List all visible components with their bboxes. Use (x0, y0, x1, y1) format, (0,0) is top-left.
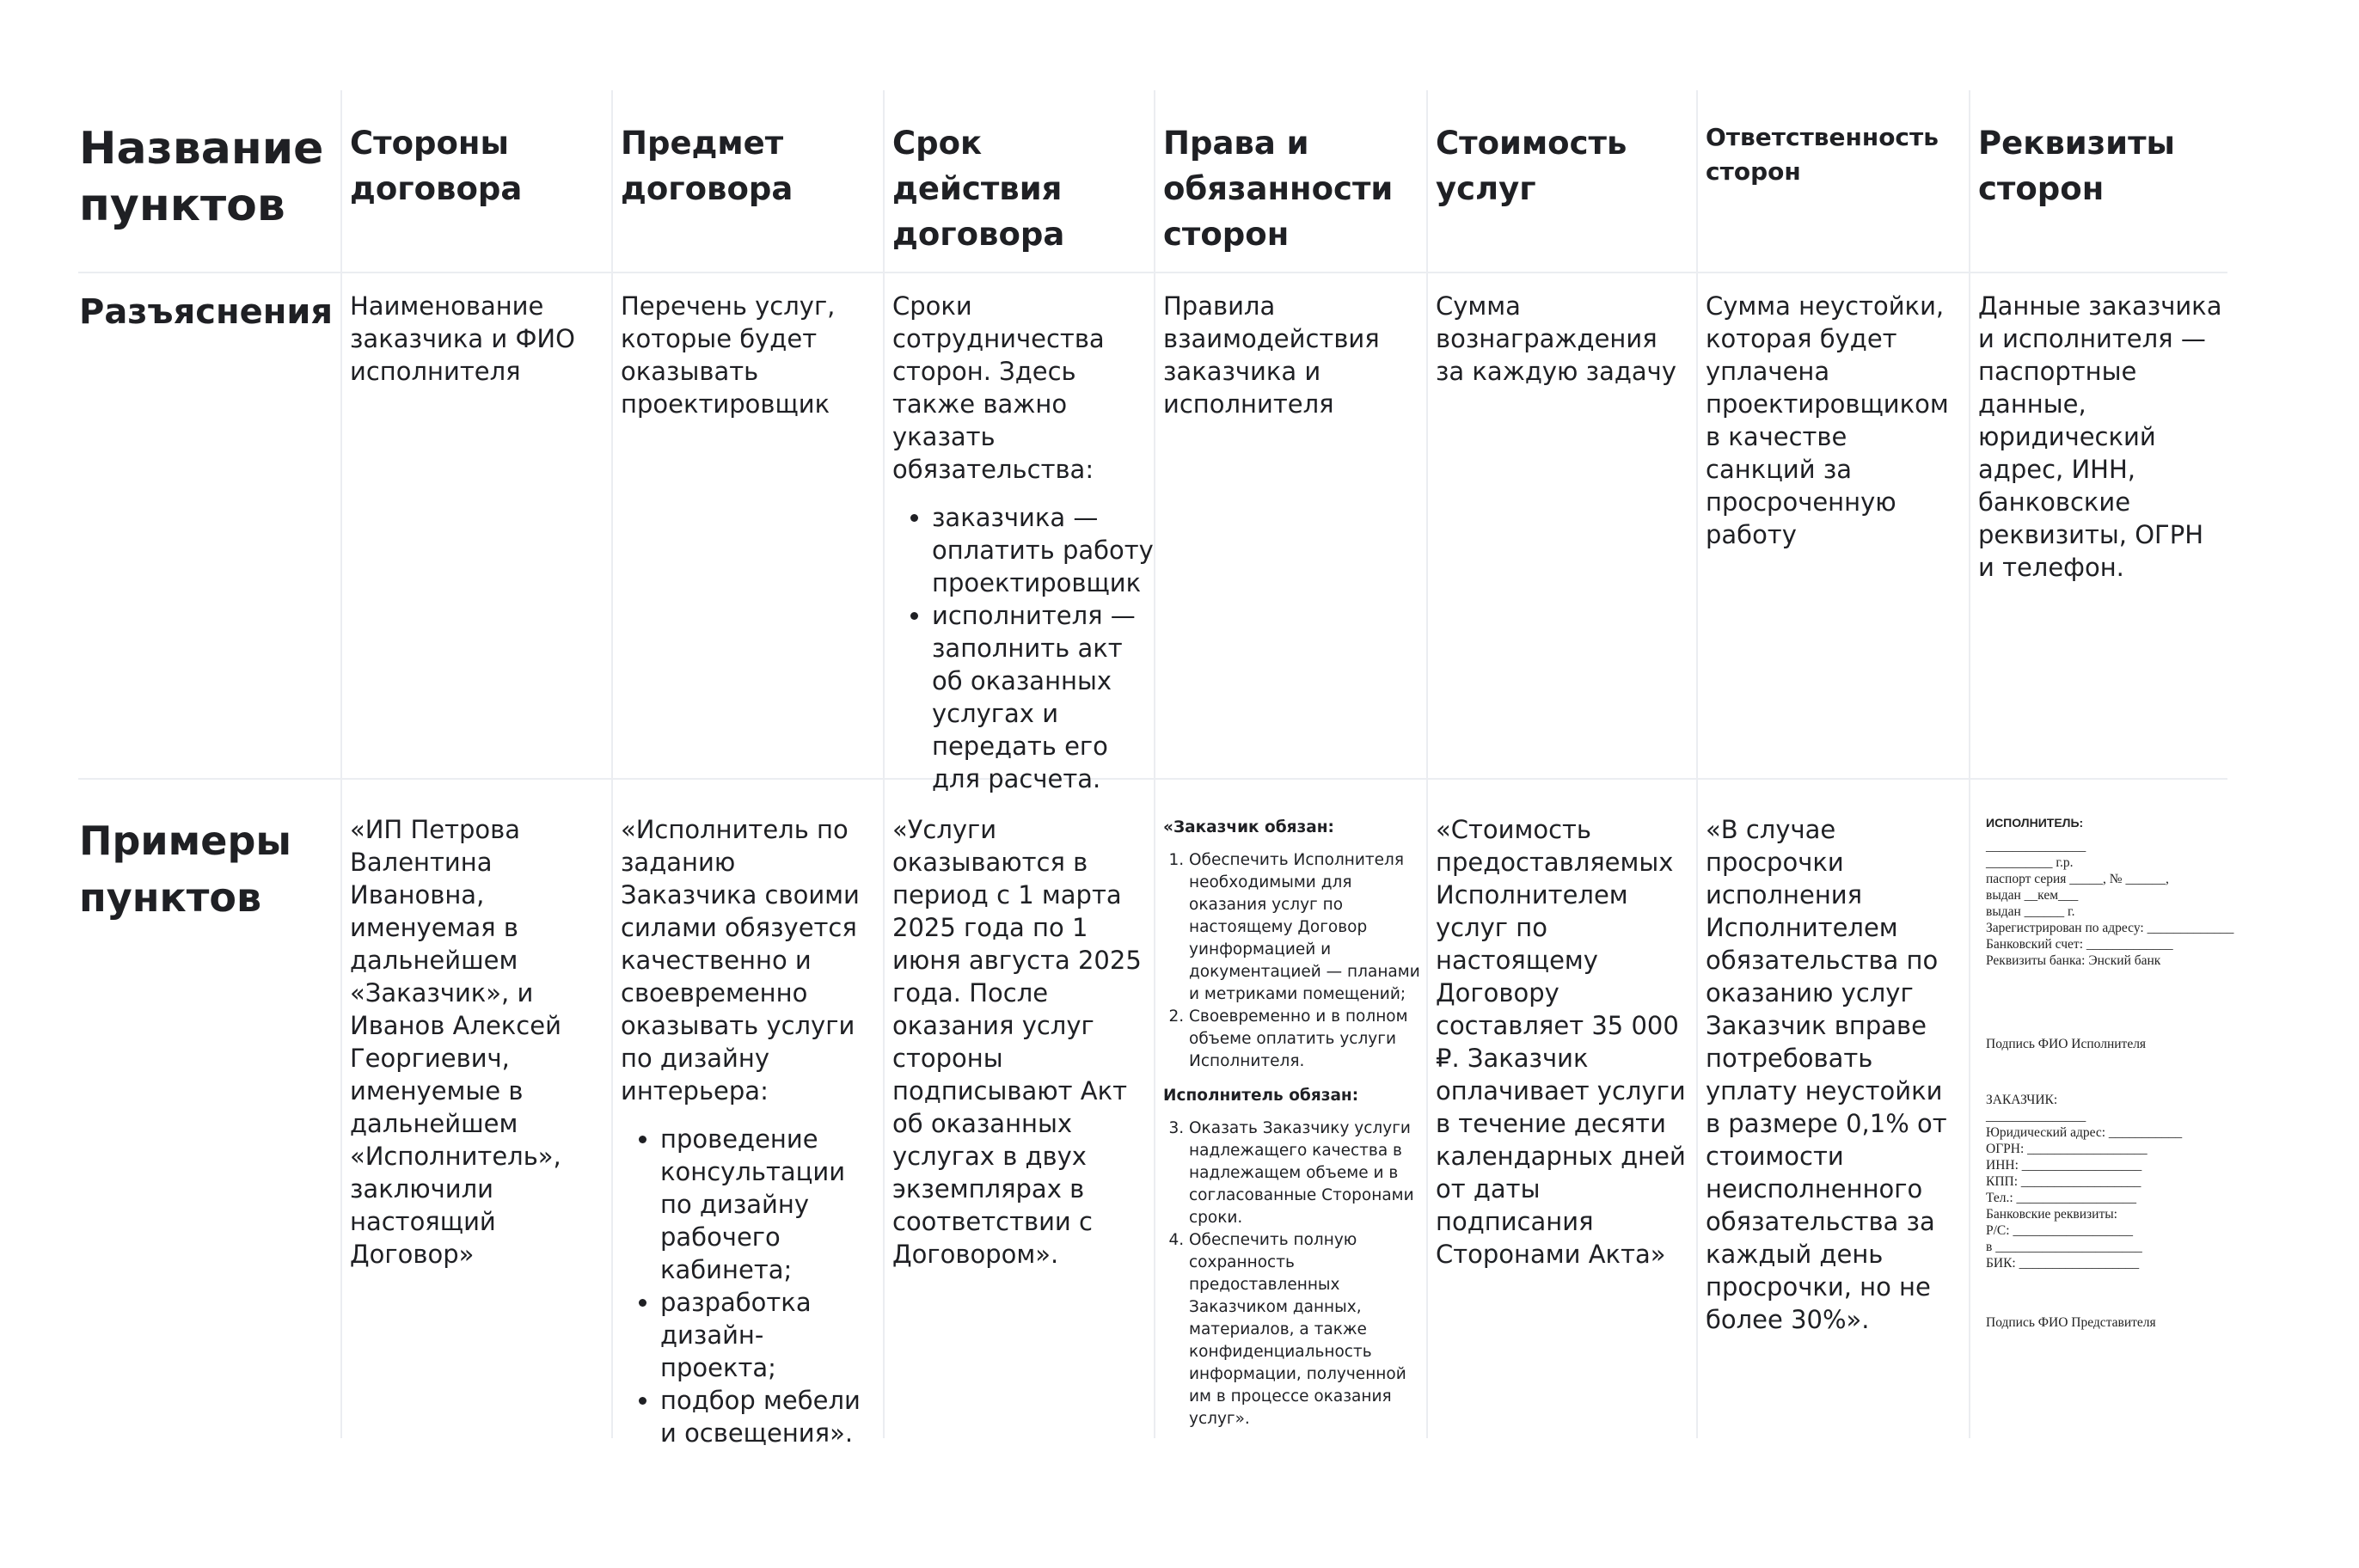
form-line: БИК: __________________ (1986, 1256, 2140, 1271)
header-parties: Стороны договора (350, 125, 523, 207)
list-item: 2. Своевременно и в полном объеме оплатить услуги Исполнителя. (1189, 1006, 1421, 1073)
row-title-examples: Примеры пунктов (79, 818, 291, 921)
list-item: • проведение консультации по дизайну рабочего кабинета; (660, 1123, 870, 1286)
explanation-term (884, 290, 1155, 795)
form-line: Реквизиты банка: Энский банк (1986, 953, 2161, 968)
form-line: Банковский счет: _____________ (1986, 937, 2173, 952)
header-cost: Стоимость услуг (1436, 125, 1627, 207)
header-label: Название пунктов (79, 123, 324, 231)
example-parties: «ИП Петрова Валентина Ивановна, именуемая в дальнейшем «Заказчик», и Иванов Алексей Георгиевич, именуемые в дальнейшем «Исполнитель», заключили настоящий Договор» (350, 815, 561, 1269)
list-item: • подбор мебели и освещения». (660, 1384, 870, 1449)
explanation-liability: Сумма неустойки, которая будет уплачена проектировщиком в качестве санкций за просроченную работу (1706, 291, 1949, 549)
header-subject: Предмет договора (621, 125, 793, 207)
list-item: • разработка дизайн-проекта; (660, 1286, 870, 1384)
form-line: Зарегистрирован по адресу: _____________ (1986, 921, 2234, 935)
form-line: ОГРН: __________________ (1986, 1142, 2148, 1156)
explanation-parties: Наименование заказчика и ФИО исполнителя (350, 291, 575, 386)
explanation-term-text: Сроки сотрудничества сторон. Здесь также важно указать обязательства: (892, 291, 1105, 484)
contractor-obligations-list (1163, 1118, 1421, 1430)
form-contractor-signature: Подпись ФИО Исполнителя (1986, 1037, 2147, 1051)
row-title-explanations: Разъяснения (79, 292, 334, 332)
form-customer-signature: Подпись ФИО Представителя (1986, 1315, 2156, 1330)
customer-obligations-title: «Заказчик обязан: (1163, 818, 1334, 836)
example-subject-text: «Исполнитель по заданию Заказчика своими силами обязуется качественно и своевременно оказывать услуги по дизайну интерьера: (621, 815, 860, 1106)
header-liability: Ответственность сторон (1706, 123, 1939, 186)
list-item: 3. Оказать Заказчику услуги надлежащего качества в надлежащем объеме и в согласованные Сторонами сроки. (1189, 1118, 1421, 1229)
form-line: Банковские реквизиты: (1986, 1207, 2117, 1222)
example-cost: «Стоимость предоставляемых Исполнителем услуг по настоящему Договору составляет 35 000 ₽. Заказчик оплачивает услуги в течение десяти календарных дней от даты подписания Сторонами Акта» (1436, 815, 1686, 1269)
form-line: ИНН: __________________ (1986, 1158, 2142, 1173)
form-line: выдан ______ г. (1986, 904, 2075, 919)
explanation-term-list (892, 501, 1155, 795)
explanation-requisites: Данные заказчика и исполнителя — паспортные данные, юридический адрес, ИНН, банковские реквизиты, ОГРН и телефон. (1978, 291, 2222, 582)
form-line: в ______________________ (1986, 1240, 2142, 1254)
header-rights: Права и обязанности сторон (1163, 125, 1394, 253)
list-item: • исполнителя — заполнить акт об оказанных услугах и передать его для расчета. (932, 599, 1155, 795)
form-line: __________ г.р. (1986, 855, 2074, 870)
requisites-form (1986, 815, 2261, 1331)
explanation-subject: Перечень услуг, которые будет оказывать проектировщик (621, 291, 836, 419)
example-term: «Услуги оказываются в период с 1 марта 2025 года по 1 июня августа 2025 года. После оказания услуг стороны подписывают Акт об оказанных услугах в двух экземплярах в соответствии с Договором». (892, 815, 1142, 1269)
form-line: _______________ (1986, 1109, 2086, 1124)
explanation-cost: Сумма вознаграждения за каждую задачу (1436, 291, 1676, 386)
explanation-rights: Правила взаимодействия заказчика и исполнителя (1163, 291, 1380, 419)
form-line: паспорт серия _____, № ______, (1986, 872, 2169, 886)
example-rights (1155, 817, 1421, 1442)
form-line: _______________ (1986, 839, 2086, 854)
header-requisites: Реквизиты сторон (1978, 125, 2175, 207)
example-subject-list (621, 1123, 870, 1449)
form-line: Р/С: __________________ (1986, 1223, 2133, 1238)
form-line: выдан __кем___ (1986, 888, 2079, 903)
form-line: КПП: __________________ (1986, 1174, 2141, 1189)
list-item: 1. Обеспечить Исполнителя необходимыми для оказания услуг по настоящему Договор уинформацией и документацией — планами и метриками помещений; (1189, 849, 1421, 1006)
form-contractor-title: ИСПОЛНИТЕЛЬ: (1986, 816, 2084, 830)
header-term: Срок действия договора (892, 125, 1065, 253)
example-liability: «В случае просрочки исполнения Исполнителем обязательства по оказанию услуг Заказчик вправе потребовать уплату неустойки в размере 0,1% от стоимости неисполненного обязательства за каждый день просрочки, но не более 30%». (1706, 815, 1947, 1334)
form-line: Юридический адрес: ___________ (1986, 1125, 2183, 1140)
list-item: 4. Обеспечить полную сохранность предоставленных Заказчиком данных, материалов, а также конфиденциальность информации, полученной им в процессе оказания услуг». (1189, 1229, 1421, 1430)
form-customer-title: ЗАКАЗЧИК: (1986, 1093, 2058, 1107)
customer-obligations-list (1163, 849, 1421, 1073)
list-item: • заказчика — оплатить работу проектировщик (932, 501, 1155, 599)
form-line: Тел.: __________________ (1986, 1191, 2137, 1205)
example-subject (612, 813, 870, 1449)
contractor-obligations-title: Исполнитель обязан: (1163, 1087, 1359, 1105)
row-divider (78, 272, 2227, 273)
